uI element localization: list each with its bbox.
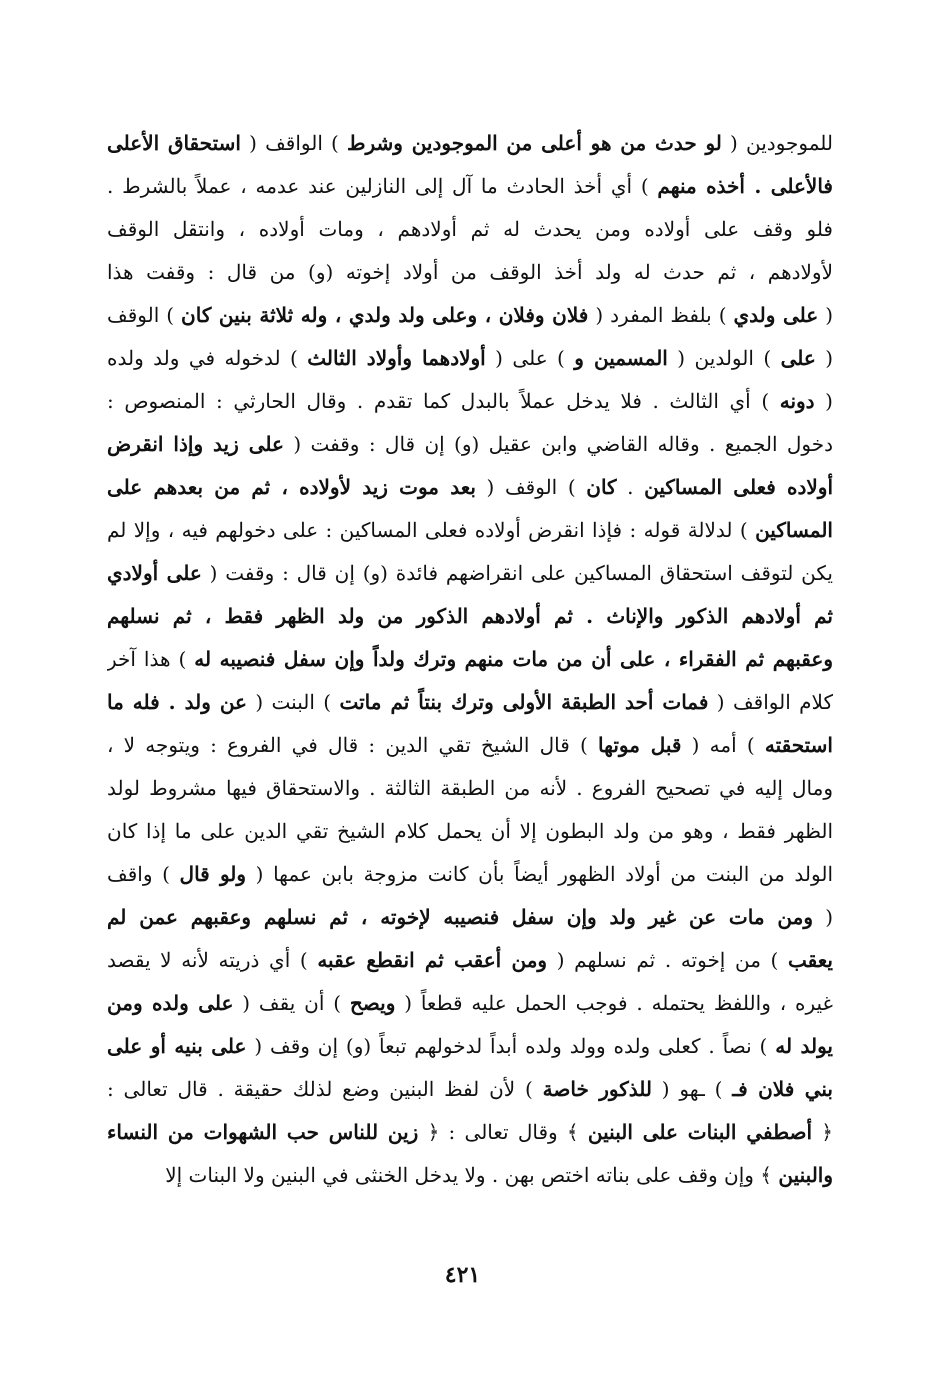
text-segment: ومال إليه في تصحيح الفروع . لأنه من الطبقة الثالثة . والاستحقاق فيها مشروط لولد	[107, 776, 833, 800]
bold-text-segment: على ولدي	[733, 303, 819, 327]
bold-text-segment: عن ولد . فله ما	[107, 690, 247, 714]
text-line	[107, 681, 833, 724]
text-segment: ﴾ وإن وقف على بناته اختص بهن . ولا يدخل الخنثى في البنين ولا البنات إلا	[165, 1163, 779, 1187]
text-line	[107, 638, 833, 681]
text-segment: ) أمه (	[681, 733, 765, 757]
bold-text-segment: أولادهما وأولاد الثالث	[307, 346, 486, 370]
bold-text-segment: فمات أحد الطبقة الأولى وترك بنتاً ثم ماتت	[339, 690, 709, 714]
text-line	[107, 380, 833, 423]
bold-text-segment: دونه	[779, 389, 815, 413]
text-line	[107, 466, 833, 509]
text-segment: ) ـهو (	[651, 1077, 733, 1101]
text-segment: ) من إخوته . ثم نسلهم (	[547, 948, 788, 972]
text-segment: ) أن يقف (	[233, 991, 350, 1015]
text-line	[107, 982, 833, 1025]
text-segment: ) لدلالة قوله : فإذا انقرض أولاده فعلى المساكين : على دخولهم فيه ، وإلا لم	[107, 518, 756, 542]
text-line	[107, 423, 833, 466]
bold-text-segment: والبنين	[778, 1163, 833, 1187]
text-segment: ) قال الشيخ تقي الدين : قال في الفروع : ويتوجه لا ،	[107, 733, 599, 757]
text-segment: ) البنت (	[247, 690, 340, 714]
text-segment: ) هذا آخر	[107, 647, 195, 671]
text-line	[107, 896, 833, 939]
bold-text-segment: يولد له	[775, 1034, 833, 1058]
bold-text-segment: المسمين و	[574, 346, 668, 370]
text-segment: كلام الواقف (	[708, 690, 833, 714]
text-line	[107, 208, 833, 251]
text-segment: ) نصاً . كعلى ولده وولد ولده أبداً لدخولهم تبعاً (و) إن وقف (	[246, 1034, 776, 1058]
page-number: ٤٢١	[444, 1262, 481, 1288]
text-segment: ) الولدين (	[667, 346, 781, 370]
text-segment: للموجودين (	[721, 131, 833, 155]
bold-text-segment: فلان وفلان ، وعلى ولد ولدي ، وله ثلاثة بنين كان	[181, 303, 589, 327]
text-line	[107, 767, 833, 810]
text-segment: ) الواقف (	[240, 131, 347, 155]
bold-text-segment: أصطفي البنات على البنين	[587, 1120, 813, 1144]
text-line	[107, 337, 833, 380]
text-segment: ) واقف	[107, 862, 180, 886]
bold-text-segment: زين للناس حب الشهوات من النساء	[107, 1120, 419, 1144]
text-segment: يكن لتوقف استحقاق المساكين على انقراضهم فائدة (و) إن قال : وقفت (	[201, 561, 833, 585]
text-segment: ) بلفظ المفرد (	[588, 303, 734, 327]
text-segment: (	[812, 905, 833, 929]
bold-text-segment: استحقته	[764, 733, 833, 757]
text-line	[107, 122, 833, 165]
bold-text-segment: قبل موتها	[598, 733, 682, 757]
text-line	[107, 1068, 833, 1111]
bold-text-segment: على ولده ومن	[107, 991, 234, 1015]
bold-text-segment: فالأعلى . أخذه منهم	[657, 174, 833, 198]
text-line	[107, 294, 833, 337]
text-segment: ﴾ وقال تعالى : ﴿	[418, 1120, 588, 1144]
text-segment: ) على (	[485, 346, 575, 370]
bold-text-segment: وعقبهم ثم الفقراء ، على أن من مات منهم وترك ولداً وإن سفل فنصيبه له	[194, 647, 833, 671]
bold-text-segment: أولاده فعلى المساكين	[644, 475, 833, 499]
text-line	[107, 1154, 833, 1197]
bold-text-segment: ومن أعقب ثم انقطع عقبه	[317, 948, 548, 972]
text-segment: ) أي الثالث . فلا يدخل عملاً بالبدل كما تقدم . وقال الحارثي : المنصوص :	[107, 389, 780, 413]
text-segment: دخول الجميع . وقاله القاضي وابن عقيل (و) إن قال : وقفت (	[283, 432, 833, 456]
bold-text-segment: ثم أولادهم الذكور والإناث . ثم أولادهم الذكور من ولد الظهر فقط ، ثم نسلهم	[107, 604, 833, 628]
text-segment: الظهر فقط ، وهو من ولد البطون إلا أن يحمل كلام الشيخ تقي الدين على ما إذا كان	[107, 819, 833, 843]
text-line	[107, 724, 833, 767]
bold-text-segment: على	[780, 346, 816, 370]
text-line	[107, 595, 833, 638]
bold-text-segment: ومن مات عن غير ولد وإن سفل فنصيبه لإخوته ، ثم نسلهم وعقبهم عمن لم	[107, 905, 813, 929]
bold-text-segment: بعد موت زيد لأولاده ، ثم من بعدهم على	[107, 475, 476, 499]
text-segment: الولد من البنت من أولاد الظهور أيضاً بأن كانت مزوجة بابن عمها (	[246, 862, 833, 886]
text-segment: ) أي ذريته لأنه لا يقصد	[107, 948, 318, 972]
text-segment: (	[814, 389, 833, 413]
text-line	[107, 509, 833, 552]
text-segment: (	[815, 346, 833, 370]
body-text	[107, 122, 833, 1197]
text-segment: ﴿	[812, 1120, 833, 1144]
bold-text-segment: لو حدث من هو أعلى من الموجودين وشرط	[347, 131, 722, 155]
bold-text-segment: ويصح	[349, 991, 396, 1015]
bold-text-segment: المساكين	[755, 518, 833, 542]
bold-text-segment: للذكور خاصة	[542, 1077, 652, 1101]
text-segment: غيره ، واللفظ يحتمله . فوجب الحمل عليه قطعاً (	[395, 991, 833, 1015]
text-line	[107, 939, 833, 982]
bold-text-segment: كان	[586, 475, 617, 499]
text-segment: .	[616, 475, 645, 499]
bold-text-segment: استحقاق الأعلى	[107, 131, 241, 155]
text-segment: ) أي أخذ الحادث ما آل إلى النازلين عند عدمه ، عملاً بالشرط .	[107, 174, 658, 198]
bold-text-segment: يعقب	[788, 948, 833, 972]
text-line	[107, 165, 833, 208]
text-segment: فلو وقف على أولاده ومن يحدث له ثم أولادهم ، ومات أولاده ، وانتقل الوقف	[107, 217, 833, 241]
text-segment: (	[818, 303, 833, 327]
bold-text-segment: ولو قال	[179, 862, 247, 886]
bold-text-segment: بني فلان فـ	[732, 1077, 833, 1101]
bold-text-segment: على زيد وإذا انقرض	[107, 432, 284, 456]
text-line	[107, 1025, 833, 1068]
text-line	[107, 251, 833, 294]
bold-text-segment: على بنيه أو على	[107, 1034, 247, 1058]
text-segment: ) الوقف (	[475, 475, 587, 499]
text-segment: ) الوقف	[107, 303, 182, 327]
text-segment: لأولادهم ، ثم حدث له ولد أخذ الوقف من أولاد إخوته (و) من قال : وقفت هذا	[107, 260, 833, 284]
text-line	[107, 853, 833, 896]
text-line	[107, 552, 833, 595]
text-line	[107, 810, 833, 853]
text-line	[107, 1111, 833, 1154]
text-segment: ) لدخوله في ولد ولده	[107, 346, 308, 370]
text-segment: ) لأن لفظ البنين وضع لذلك حقيقة . قال تعالى :	[107, 1077, 543, 1101]
bold-text-segment: على أولادي	[107, 561, 202, 585]
